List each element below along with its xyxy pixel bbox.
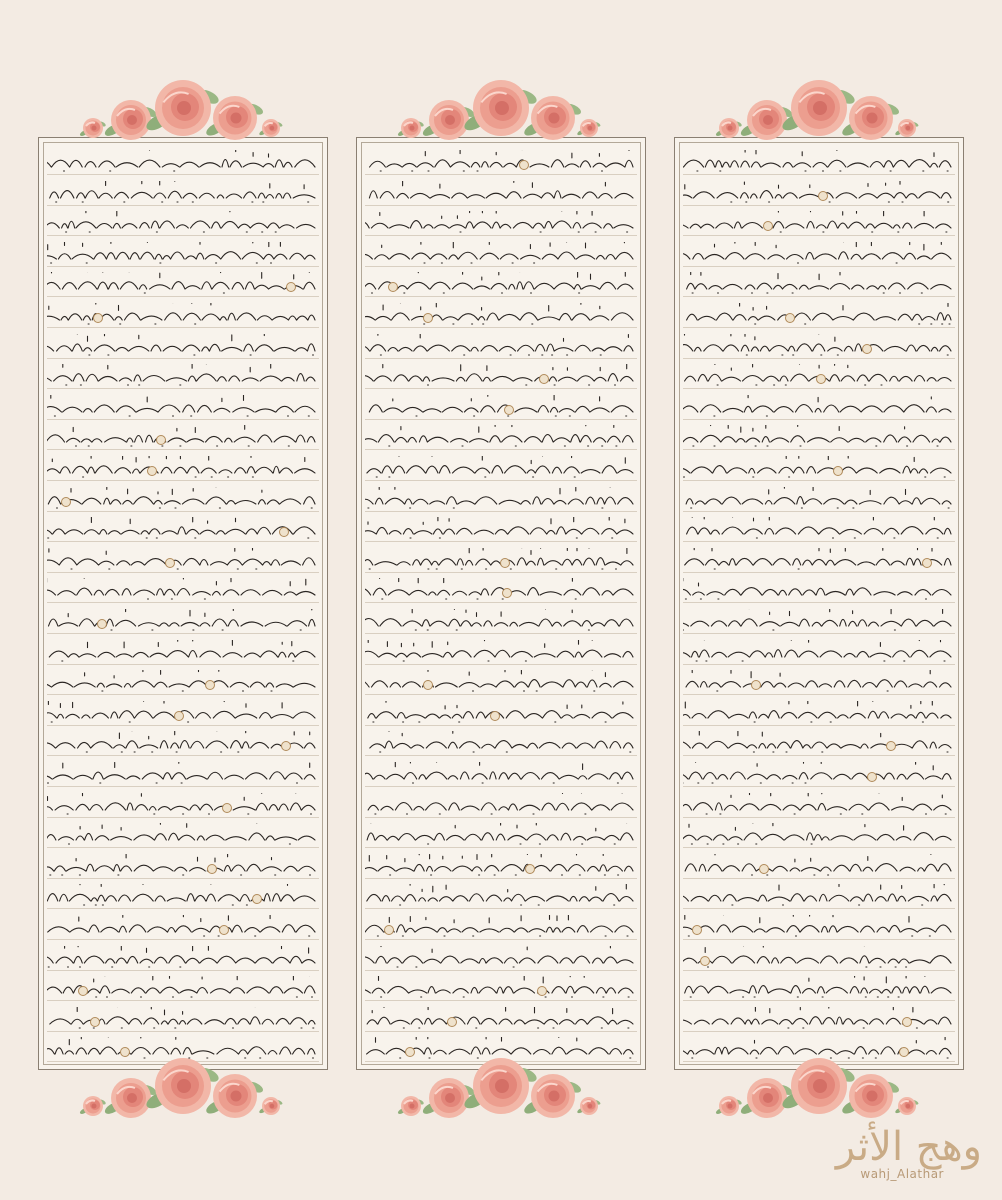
arabic-text-line [683,334,955,360]
arabic-text-line [683,884,955,910]
arabic-text-line [365,425,637,451]
arabic-text-line [683,1007,955,1033]
arabic-text-line [683,670,955,696]
arabic-text-line [47,272,319,298]
arabic-text-line [683,915,955,941]
arabic-text-line [683,211,955,237]
rose-decoration [391,1086,431,1126]
arabic-text-line [365,578,637,604]
arabic-text-line [683,395,955,421]
page-panel-left [38,137,328,1070]
arabic-text-line [47,303,319,329]
arabic-text-line [365,701,637,727]
arabic-text-line [365,670,637,696]
ayah-marker [700,956,710,966]
arabic-text-line [47,1007,319,1033]
arabic-text-line [365,334,637,360]
ayah-marker [902,1017,912,1027]
rose-decoration [252,1087,290,1125]
arabic-text-line [47,762,319,788]
arabic-text-line [47,395,319,421]
arabic-text-line [365,823,637,849]
ayah-marker [388,282,398,292]
arabic-text-line [47,242,319,268]
ayah-marker [447,1017,457,1027]
arabic-text-line [683,731,955,757]
ayah-marker [147,466,157,476]
ayah-marker [61,497,71,507]
arabic-text-line [365,731,637,757]
arabic-text-line [683,701,955,727]
arabic-text-line [683,640,955,666]
arabic-text-line [683,272,955,298]
ayah-marker [500,558,510,568]
arabic-text-line [365,640,637,666]
arabic-text-line [365,303,637,329]
rose-decoration [73,1086,113,1126]
arabic-text-line [47,334,319,360]
arabic-text-line [47,640,319,666]
arabic-text-line [365,242,637,268]
arabic-text-line [683,303,955,329]
ayah-marker [156,435,166,445]
arabic-text-line [365,364,637,390]
rose-decoration [709,1086,749,1126]
arabic-text-line [365,854,637,880]
arabic-text-line [683,854,955,880]
rose-decoration [391,108,431,148]
arabic-text-line [683,487,955,513]
arabic-text-line [47,578,319,604]
arabic-text-line [47,854,319,880]
arabic-text-line [47,946,319,972]
arabic-text-line [365,793,637,819]
arabic-text-line [683,976,955,1002]
watermark-handle: wahj_Alathar [860,1167,944,1181]
arabic-text-line [365,150,637,176]
page-panel-right [674,137,964,1070]
arabic-text-line [683,548,955,574]
arabic-text-line [365,395,637,421]
ayah-marker [525,864,535,874]
arabic-text-line [683,242,955,268]
arabic-text-line [47,884,319,910]
arabic-text-line [47,425,319,451]
ayah-marker [833,466,843,476]
ayah-marker [519,160,529,170]
arabic-text-line [47,731,319,757]
arabic-text-line [47,181,319,207]
rose-decoration [888,1087,926,1125]
ayah-marker [97,619,107,629]
arabic-text-line [365,181,637,207]
rose-decoration [252,109,290,147]
arabic-text-line [47,211,319,237]
ayah-marker [207,864,217,874]
arabic-text-line [365,884,637,910]
arabic-text-line [47,609,319,635]
arabic-text-line [365,1007,637,1033]
arabic-text-line [683,793,955,819]
arabic-text-line [365,946,637,972]
rose-decoration [73,108,113,148]
arabic-text-line [365,272,637,298]
arabic-text-line [47,150,319,176]
arabic-text-line [47,548,319,574]
arabic-text-line [683,578,955,604]
arabic-text-line [47,915,319,941]
ayah-marker [751,680,761,690]
arabic-text-line [365,915,637,941]
rose-decoration [709,108,749,148]
rose-decoration [888,109,926,147]
arabic-text-line [47,364,319,390]
arabic-text-line [47,823,319,849]
arabic-text-line [365,609,637,635]
arabic-text-line [365,211,637,237]
arabic-text-line [683,425,955,451]
arabic-text-line [47,793,319,819]
ayah-marker [174,711,184,721]
rose-decoration [570,109,608,147]
arabic-text-line [683,609,955,635]
arabic-text-line [683,150,955,176]
arabic-text-line [365,762,637,788]
arabic-text-line [365,517,637,543]
ayah-marker [93,313,103,323]
ayah-marker [922,558,932,568]
ayah-marker [539,374,549,384]
arabic-text-line [47,670,319,696]
arabic-text-line [683,456,955,482]
arabic-text-line [47,456,319,482]
arabic-text-line [683,823,955,849]
arabic-text-line [365,976,637,1002]
arabic-text-line [683,517,955,543]
rose-decoration [570,1087,608,1125]
ayah-marker [222,803,232,813]
arabic-text-line [47,487,319,513]
ayah-marker [899,1047,909,1057]
arabic-text-line [683,946,955,972]
arabic-text-line [365,456,637,482]
arabic-text-line [683,762,955,788]
ayah-marker [90,1017,100,1027]
arabic-text-line [365,487,637,513]
page-panel-middle [356,137,646,1070]
watermark-logo: وهج الأثر [835,1124,982,1170]
ayah-marker [818,191,828,201]
ayah-marker [423,313,433,323]
